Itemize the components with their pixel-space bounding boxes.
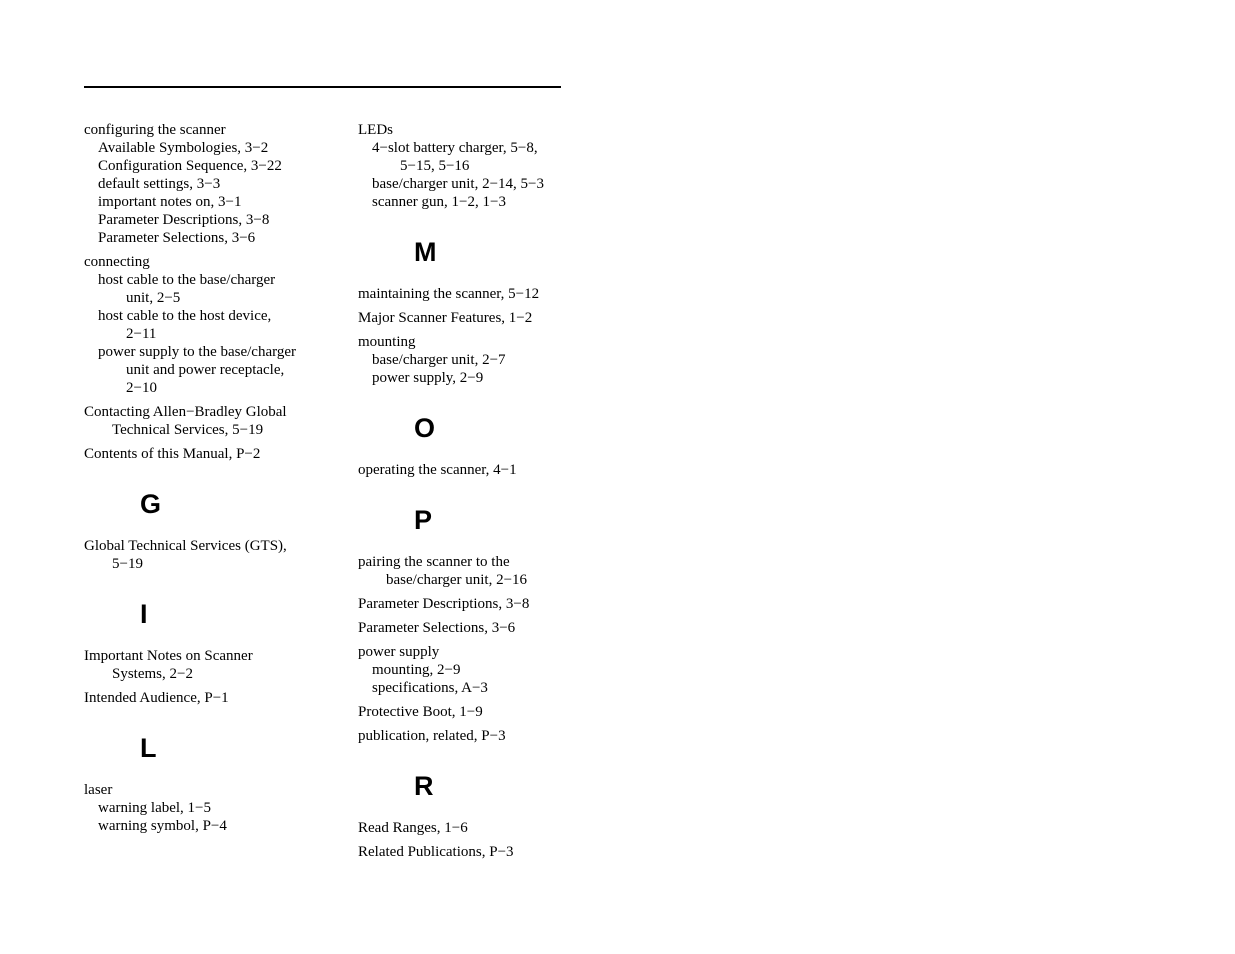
index-term: laser xyxy=(84,782,113,798)
index-term: Parameter Selections, 3−6 xyxy=(358,620,516,636)
index-subterm: host cable to the base/charger xyxy=(98,272,276,288)
index-subterm: Available Symbologies, 3−2 xyxy=(98,140,269,156)
index-term: publication, related, P−3 xyxy=(358,728,506,744)
index-entry xyxy=(358,703,588,721)
index-term: maintaining the scanner, 5−12 xyxy=(358,286,540,302)
index-continuation: Technical Services, 5−19 xyxy=(112,422,264,438)
index-entry xyxy=(358,121,588,211)
section-letter-m: M xyxy=(414,237,437,267)
index-subterm: default settings, 3−3 xyxy=(98,176,221,192)
index-subterm: Parameter Descriptions, 3−8 xyxy=(98,212,270,228)
index-subterm: specifications, A−3 xyxy=(372,680,488,696)
index-subterm: warning label, 1−5 xyxy=(98,800,212,816)
index-subterm: power supply, 2−9 xyxy=(372,370,484,386)
index-term: Major Scanner Features, 1−2 xyxy=(358,310,533,326)
index-entry xyxy=(358,553,588,589)
index-continuation: 2−10 xyxy=(126,380,157,396)
section-letter-l: L xyxy=(140,733,157,763)
index-subterm: 4−slot battery charger, 5−8, xyxy=(372,140,538,156)
section-letter-i: I xyxy=(140,599,148,629)
index-continuation: Systems, 2−2 xyxy=(112,666,193,682)
index-entry xyxy=(84,647,334,683)
section-letter-o: O xyxy=(414,413,436,443)
index-term: Contents of this Manual, P−2 xyxy=(84,446,261,462)
section-letter-p: P xyxy=(414,505,433,535)
index-entry xyxy=(84,253,334,397)
index-entry xyxy=(358,819,588,837)
index-subterm: mounting, 2−9 xyxy=(372,662,461,678)
index-continuation: base/charger unit, 2−16 xyxy=(386,572,528,588)
index-term: Important Notes on Scanner xyxy=(84,648,253,664)
index-term: connecting xyxy=(84,254,150,270)
index-term: Related Publications, P−3 xyxy=(358,844,514,860)
index-entry xyxy=(358,643,588,697)
section-letter-r: R xyxy=(414,771,434,801)
index-continuation: 5−15, 5−16 xyxy=(400,158,470,174)
index-continuation: 2−11 xyxy=(126,326,157,342)
index-term: configuring the scanner xyxy=(84,122,226,138)
index-term: operating the scanner, 4−1 xyxy=(358,462,517,478)
index-continuation: unit, 2−5 xyxy=(126,290,181,306)
index-entry xyxy=(84,445,334,463)
index-subterm: Parameter Selections, 3−6 xyxy=(98,230,256,246)
index-entry xyxy=(358,619,588,637)
index-subterm: host cable to the host device, xyxy=(98,308,272,324)
index-term: Read Ranges, 1−6 xyxy=(358,820,468,836)
index-entry xyxy=(358,309,588,327)
index-subterm: warning symbol, P−4 xyxy=(98,818,227,834)
section-letter-g: G xyxy=(140,489,162,519)
index-term: mounting xyxy=(358,334,416,350)
index-continuation: unit and power receptacle, xyxy=(126,362,285,378)
index-entry xyxy=(84,403,334,439)
index-term: pairing the scanner to the xyxy=(358,554,510,570)
index-entry xyxy=(84,121,334,247)
index-term: Global Technical Services (GTS), xyxy=(84,538,287,554)
index-subterm: power supply to the base/charger xyxy=(98,344,296,360)
index-entry xyxy=(358,333,588,387)
index-subterm: base/charger unit, 2−14, 5−3 xyxy=(372,176,545,192)
index-term: Intended Audience, P−1 xyxy=(84,690,229,706)
index-entry xyxy=(358,595,588,613)
index-entry xyxy=(84,689,334,707)
index-entry xyxy=(358,285,588,303)
index-continuation: 5−19 xyxy=(112,556,143,572)
index-entry xyxy=(358,843,588,861)
index-entry xyxy=(84,537,334,573)
index-term: power supply xyxy=(358,644,440,660)
index-subterm: scanner gun, 1−2, 1−3 xyxy=(372,194,506,210)
index-term: Contacting Allen−Bradley Global xyxy=(84,404,287,420)
index-column-left xyxy=(84,121,334,841)
index-column-right xyxy=(358,121,588,867)
index-subterm: Configuration Sequence, 3−22 xyxy=(98,158,282,174)
header-rule xyxy=(84,86,561,88)
index-entry xyxy=(358,727,588,745)
index-term: Protective Boot, 1−9 xyxy=(358,704,483,720)
index-entry xyxy=(84,781,334,835)
index-entry xyxy=(358,461,588,479)
index-term: LEDs xyxy=(358,122,393,138)
index-term: Parameter Descriptions, 3−8 xyxy=(358,596,530,612)
index-subterm: important notes on, 3−1 xyxy=(98,194,242,210)
index-subterm: base/charger unit, 2−7 xyxy=(372,352,506,368)
